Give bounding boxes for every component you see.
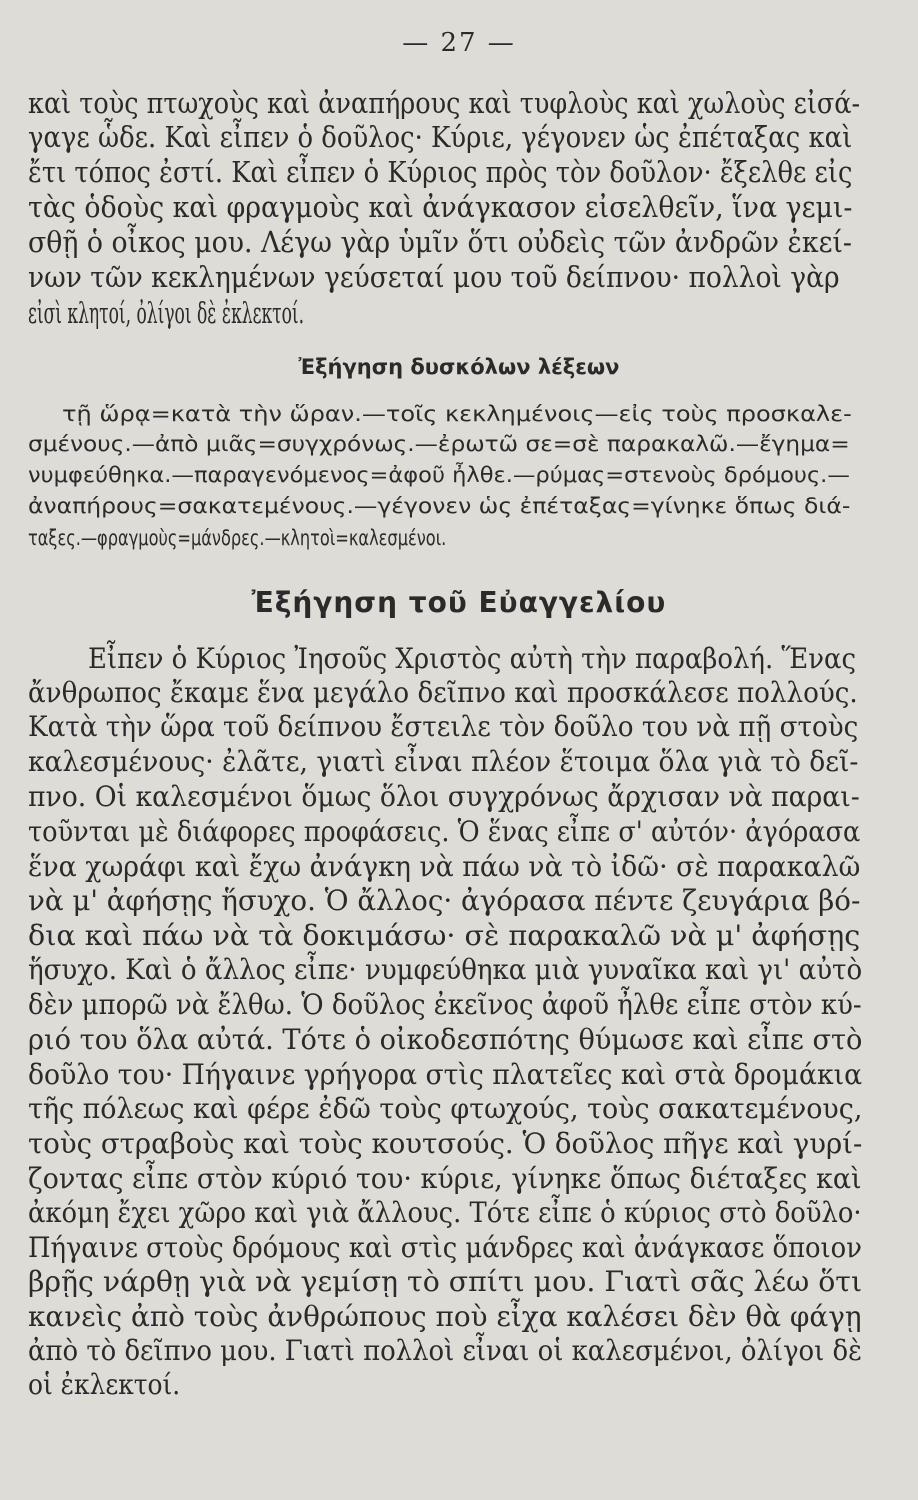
text-line: τοῦνται μὲ διάφορες προφάσεις. Ὁ ἕνας εἶπε σ' αὐτόν· ἀγόρασα xyxy=(28,815,861,848)
text-line: κανεὶς ἀπὸ τοὺς ἀνθρώπους ποὺ εἶχα καλέσει δὲν θὰ φάγῃ xyxy=(28,1300,862,1333)
text-line: νὰ μ' ἀφήσῃς ἥσυχο. Ὁ ἄλλος· ἀγόρασα πέντε ζευγάρια βό- xyxy=(28,884,861,917)
text-line: ἕνα χωράφι καὶ ἔχω ἀνάγκη νὰ πάω νὰ τὸ ἰδῶ· σὲ παρακαλῶ xyxy=(28,850,861,883)
text-line: πνο. Οἱ καλεσμένοι ὅμως ὅλοι συγχρόνως ἄρχισαν νὰ παραι- xyxy=(28,780,860,813)
text-line: ἄνθρωπος ἔκαμε ἕνα μεγάλο δεῖπνο καὶ προσκάλεσε πολλούς. xyxy=(28,676,858,709)
difficult-words-heading: Ἐξήγηση δυσκόλων λέξεων xyxy=(298,355,620,379)
text-line: καὶ τοὺς πτωχοὺς καὶ ἀναπήρους καὶ τυφλοὺς καὶ χωλοὺς εἰσά- xyxy=(28,86,861,120)
text-line: σθῇ ὁ οἶκος μου. Λέγω γὰρ ὑμῖν ὅτι οὐδεὶς τῶν ἀνδρῶν ἐκεί- xyxy=(28,225,852,259)
glossary-line: νυμφεύθηκα.—παραγενόμενος=ἀφοῦ ἦλθε.—ρύμας=στενοὺς δρόμους.— xyxy=(28,463,850,487)
text-line: τὰς ὁδοὺς καὶ φραγμοὺς καὶ ἀνάγκασον εἰσελθεῖν, ἵνα γεμι- xyxy=(28,190,853,224)
text-line: ριό του ὅλα αὐτά. Τότε ὁ οἰκοδεσπότης θύμωσε καὶ εἶπε στὸ xyxy=(28,1023,863,1056)
page-number: — 27 — xyxy=(402,28,516,58)
text-line: ἀκόμη ἔχει χῶρο καὶ γιὰ ἄλλους. Τότε εἶπε ὁ κύριος στὸ δοῦλο· xyxy=(28,1196,862,1229)
glossary-line: τῇ ὥρᾳ=κατὰ τὴν ὥραν.—τοῖς κεκλημένοις—εἰς τοὺς προσκαλε- xyxy=(62,402,852,426)
text-line: Πήγαινε στοὺς δρόμους καὶ στὶς μάνδρες καὶ ἀνάγκασε ὅποιον xyxy=(28,1231,862,1264)
text-line: Κατὰ τὴν ὥρα τοῦ δείπνου ἔστειλε τὸν δοῦλο του νὰ πῇ στοὺς xyxy=(28,710,859,743)
text-line: δια καὶ πάω νὰ τὰ δοκιμάσω· σὲ παρακαλῶ νὰ μ' ἀφήσῃς xyxy=(28,919,861,952)
text-line: ἥσυχο. Καὶ ὁ ἄλλος εἶπε· νυμφεύθηκα μιὰ γυναῖκα καὶ γι' αὐτὸ xyxy=(28,953,863,986)
glossary-line: ταξες.—φραγμοὺς=μάνδρες.—κλητοὶ=καλεσμένοι. xyxy=(28,526,447,550)
gospel-explanation-heading: Ἐξήγηση τοῦ Εὐαγγελίου xyxy=(251,586,667,619)
text-line: ζοντας εἶπε στὸν κύριό του· κύριε, γίνηκε ὅπως διέταξες καὶ xyxy=(28,1162,862,1195)
text-line: βρῇς νάρθῃ γιὰ νὰ γεμίσῃ τὸ σπίτι μου. Γιατὶ σᾶς λέω ὅτι xyxy=(28,1265,863,1298)
text-line: οἱ ἐκλεκτοί. xyxy=(28,1368,181,1401)
text-line: εἰσὶ κλητοί, ὀλίγοι δὲ ἐκλεκτοί. xyxy=(28,296,305,330)
text-line: Εἶπεν ὁ Κύριος Ἰησοῦς Χριστὸς αὐτὴ τὴν παραβολή. Ἕνας xyxy=(88,642,857,675)
glossary-line: ἀναπήρους=σακατεμένους.—γέγονεν ὡς ἐπέταξας=γίνηκε ὅπως διά- xyxy=(28,494,851,518)
text-line: τοὺς στραβοὺς καὶ τοὺς κουτσούς. Ὁ δοῦλος πῆγε καὶ γυρί- xyxy=(28,1127,863,1160)
glossary-line: σμένους.—ἀπὸ μιᾶς=συγχρόνως.—ἐρωτῶ σε=σὲ παρακαλῶ.—ἔγημα= xyxy=(28,432,850,456)
text-line: καλεσμένους· ἐλᾶτε, γιατὶ εἶναι πλέον ἕτοιμα ὅλα γιὰ τὸ δεῖ- xyxy=(28,745,859,778)
text-line: ἀπὸ τὸ δεῖπνο μου. Γιατὶ πολλοὶ εἶναι οἱ καλεσμένοι, ὀλίγοι δὲ xyxy=(28,1334,862,1367)
text-line: ἔτι τόπος ἐστί. Καὶ εἶπεν ὁ Κύριος πρὸς τὸν δοῦλον· ἔξελθε εἰς xyxy=(28,155,853,189)
text-line: δοῦλο του· Πήγαινε γρήγορα στὶς πλατεῖες καὶ στὰ δρομάκια xyxy=(28,1058,863,1091)
text-line: νων τῶν κεκλημένων γεύσεταί μου τοῦ δείπνου· πολλοὶ γὰρ xyxy=(28,260,840,294)
text-line: τῆς πόλεως καὶ φέρε ἐδῶ τοὺς φτωχούς, τοὺς σακατεμένους, xyxy=(28,1092,863,1125)
text-line: γαγε ὧδε. Καὶ εἶπεν ὁ δοῦλος· Κύριε, γέγονεν ὡς ἐπέταξας καὶ xyxy=(28,120,853,154)
text-line: δὲν μπορῶ νὰ ἔλθω. Ὁ δοῦλος ἐκεῖνος ἀφοῦ ἦλθε εἶπε στὸν κύ- xyxy=(28,988,862,1021)
